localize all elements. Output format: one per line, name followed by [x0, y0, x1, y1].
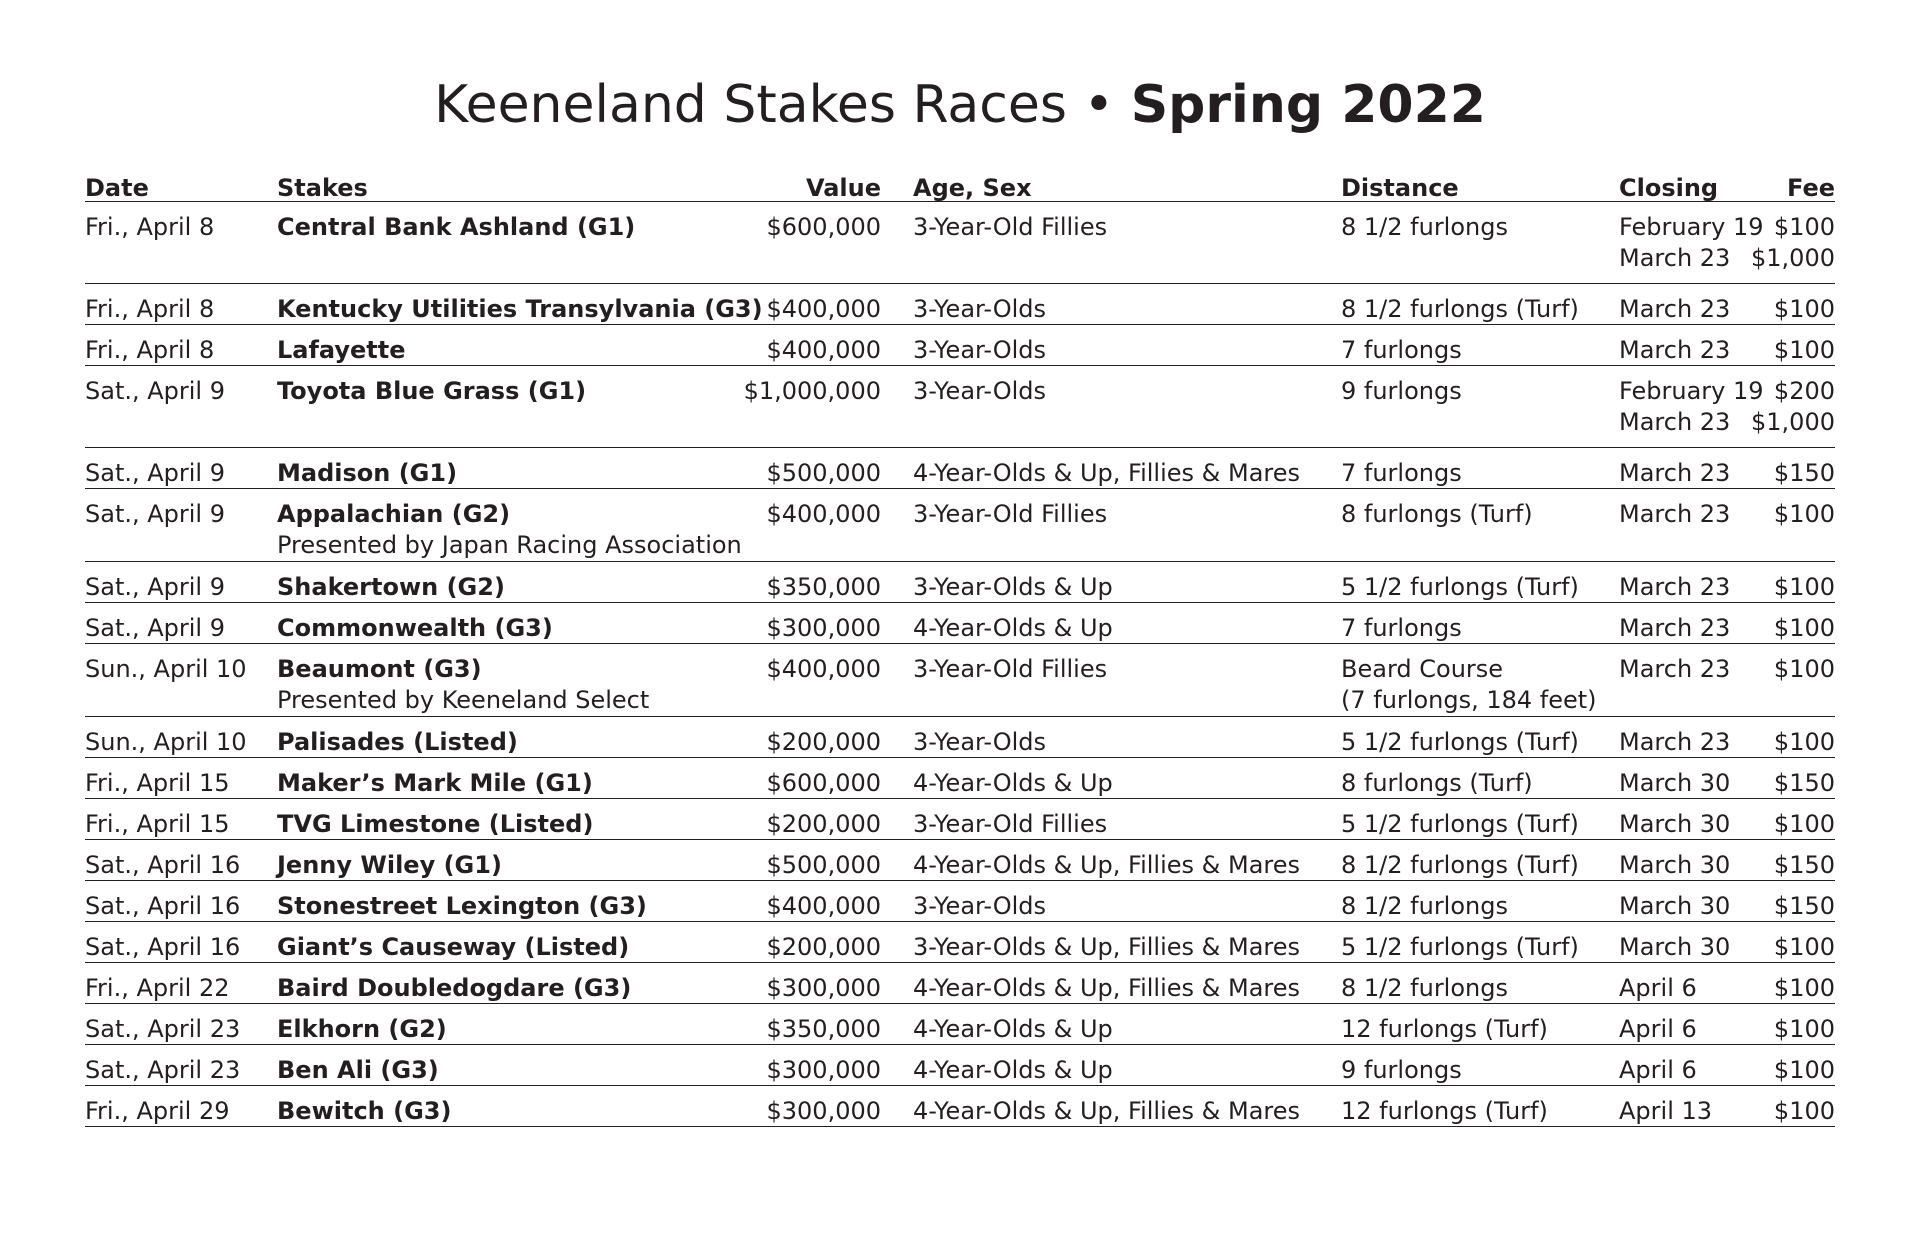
table-row [85, 562, 1835, 603]
purse-value: $200,000 [766, 810, 881, 838]
race-date: Fri., April 22 [85, 974, 230, 1002]
closing-date: April 6 [1619, 1056, 1697, 1084]
distance: 8 1/2 furlongs (Turf) [1341, 851, 1579, 879]
table-row [85, 881, 1835, 922]
entry-fee: $100 [1773, 213, 1835, 241]
closing-date: March 30 [1619, 892, 1731, 920]
age-sex: 3-Year-Olds [913, 892, 1046, 920]
header-stakes: Stakes [277, 174, 368, 202]
table-row [85, 758, 1835, 799]
age-sex: 4-Year-Olds & Up [913, 1056, 1113, 1084]
entry-fee: $100 [1773, 336, 1835, 364]
stakes-name: Stonestreet Lexington (G3) [277, 892, 647, 920]
distance: 9 furlongs [1341, 377, 1462, 405]
distance: 5 1/2 furlongs (Turf) [1341, 810, 1579, 838]
age-sex: 3-Year-Olds [913, 728, 1046, 756]
closing-date: March 23 [1619, 655, 1731, 683]
closing-date: March 23 [1619, 295, 1731, 323]
table-body [85, 202, 1835, 1127]
closing-date: March 30 [1619, 810, 1731, 838]
table-row [85, 963, 1835, 1004]
header-date: Date [85, 174, 149, 202]
stakes-name: TVG Limestone (Listed) [277, 810, 594, 838]
age-sex: 3-Year-Olds [913, 295, 1046, 323]
distance: 5 1/2 furlongs (Turf) [1341, 728, 1579, 756]
closing-date: March 23 [1619, 573, 1731, 601]
race-date: Sat., April 23 [85, 1056, 241, 1084]
entry-fee: $150 [1773, 892, 1835, 920]
race-date: Sat., April 9 [85, 459, 225, 487]
purse-value: $300,000 [766, 1097, 881, 1125]
table-row [85, 644, 1835, 717]
purse-value: $350,000 [766, 1015, 881, 1043]
entry-fee: $100 [1773, 1097, 1835, 1125]
race-date: Fri., April 8 [85, 336, 215, 364]
distance: 8 1/2 furlongs [1341, 974, 1508, 1002]
purse-value: $600,000 [766, 769, 881, 797]
table-row [85, 202, 1835, 284]
age-sex: 4-Year-Olds & Up [913, 769, 1113, 797]
table-row [85, 284, 1835, 325]
closing-date: March 30 [1619, 769, 1731, 797]
purse-value: $600,000 [766, 213, 881, 241]
stakes-name: Appalachian (G2) [277, 500, 511, 528]
age-sex: 3-Year-Olds & Up, Fillies & Mares [913, 933, 1301, 961]
stakes-presenter: Presented by Keeneland Select [277, 686, 650, 714]
closing-date: March 23 [1619, 459, 1731, 487]
purse-value: $1,000,000 [743, 377, 881, 405]
age-sex: 3-Year-Olds & Up [913, 573, 1113, 601]
purse-value: $400,000 [766, 336, 881, 364]
closing-date: March 30 [1619, 933, 1731, 961]
entry-fee: $150 [1773, 459, 1835, 487]
distance: Beard Course [1341, 655, 1504, 683]
entry-fee: $100 [1773, 295, 1835, 323]
entry-fee: $100 [1773, 573, 1835, 601]
table-row [85, 717, 1835, 758]
table-row [85, 1045, 1835, 1086]
stakes-name: Toyota Blue Grass (G1) [277, 377, 587, 405]
purse-value: $200,000 [766, 728, 881, 756]
stakes-name: Commonwealth (G3) [277, 614, 553, 642]
distance: 7 furlongs [1341, 614, 1462, 642]
race-date: Fri., April 29 [85, 1097, 230, 1125]
title-bold: Spring 2022 [1130, 75, 1486, 135]
distance: 7 furlongs [1341, 336, 1462, 364]
entry-fee: $100 [1773, 810, 1835, 838]
closing-date-second: March 23 [1619, 408, 1731, 436]
table-row [85, 799, 1835, 840]
distance: 8 1/2 furlongs [1341, 892, 1508, 920]
age-sex: 4-Year-Olds & Up, Fillies & Mares [913, 851, 1301, 879]
race-date: Fri., April 15 [85, 769, 230, 797]
purse-value: $300,000 [766, 614, 881, 642]
age-sex: 3-Year-Olds [913, 377, 1046, 405]
entry-fee: $150 [1773, 769, 1835, 797]
purse-value: $400,000 [766, 892, 881, 920]
race-date: Fri., April 15 [85, 810, 230, 838]
race-date: Fri., April 8 [85, 213, 215, 241]
entry-fee: $100 [1773, 728, 1835, 756]
distance-detail: (7 furlongs, 184 feet) [1341, 686, 1597, 714]
race-date: Sat., April 9 [85, 500, 225, 528]
stakes-name: Elkhorn (G2) [277, 1015, 447, 1043]
purse-value: $400,000 [766, 295, 881, 323]
purse-value: $300,000 [766, 974, 881, 1002]
header-age-sex: Age, Sex [913, 174, 1032, 202]
distance: 5 1/2 furlongs (Turf) [1341, 933, 1579, 961]
stakes-name: Palisades (Listed) [277, 728, 518, 756]
race-date: Sun., April 10 [85, 728, 247, 756]
stakes-name: Bewitch (G3) [277, 1097, 452, 1125]
stakes-name: Shakertown (G2) [277, 573, 505, 601]
purse-value: $350,000 [766, 573, 881, 601]
table-row [85, 922, 1835, 963]
distance: 8 1/2 furlongs [1341, 213, 1508, 241]
age-sex: 4-Year-Olds & Up, Fillies & Mares [913, 459, 1301, 487]
entry-fee-second: $1,000 [1751, 408, 1835, 436]
distance: 8 furlongs (Turf) [1341, 769, 1533, 797]
stakes-name: Beaumont (G3) [277, 655, 482, 683]
distance: 8 1/2 furlongs (Turf) [1341, 295, 1579, 323]
closing-date: March 23 [1619, 728, 1731, 756]
race-date: Sat., April 9 [85, 377, 225, 405]
purse-value: $500,000 [766, 459, 881, 487]
closing-date: February 19 [1619, 377, 1764, 405]
header-value: Value [805, 174, 881, 202]
purse-value: $400,000 [766, 655, 881, 683]
header-fee: Fee [1787, 174, 1835, 202]
distance: 12 furlongs (Turf) [1341, 1015, 1548, 1043]
entry-fee: $100 [1773, 1015, 1835, 1043]
purse-value: $200,000 [766, 933, 881, 961]
stakes-name: Lafayette [277, 336, 406, 364]
table-row [85, 1004, 1835, 1045]
age-sex: 3-Year-Old Fillies [913, 655, 1108, 683]
table-row [85, 840, 1835, 881]
closing-date: March 23 [1619, 336, 1731, 364]
page-title [0, 72, 1920, 138]
entry-fee: $200 [1773, 377, 1835, 405]
race-date: Sat., April 16 [85, 851, 241, 879]
table-row [85, 325, 1835, 366]
distance: 5 1/2 furlongs (Turf) [1341, 573, 1579, 601]
entry-fee: $100 [1773, 974, 1835, 1002]
entry-fee: $100 [1773, 655, 1835, 683]
age-sex: 3-Year-Old Fillies [913, 213, 1108, 241]
closing-date: March 30 [1619, 851, 1731, 879]
race-date: Sat., April 9 [85, 614, 225, 642]
purse-value: $500,000 [766, 851, 881, 879]
race-date: Sat., April 16 [85, 933, 241, 961]
distance: 12 furlongs (Turf) [1341, 1097, 1548, 1125]
table-header [85, 171, 1835, 202]
age-sex: 4-Year-Olds & Up, Fillies & Mares [913, 974, 1301, 1002]
closing-date: February 19 [1619, 213, 1764, 241]
distance: 9 furlongs [1341, 1056, 1462, 1084]
closing-date: March 23 [1619, 614, 1731, 642]
table-row [85, 448, 1835, 489]
table-row [85, 489, 1835, 562]
race-date: Fri., April 8 [85, 295, 215, 323]
stakes-name: Maker’s Mark Mile (G1) [277, 769, 593, 797]
stakes-name: Jenny Wiley (G1) [277, 851, 502, 879]
closing-date: April 6 [1619, 1015, 1697, 1043]
entry-fee: $100 [1773, 500, 1835, 528]
title-regular: Keeneland Stakes Races • [434, 75, 1131, 135]
header-closing: Closing [1619, 174, 1719, 202]
closing-date: March 23 [1619, 500, 1731, 528]
age-sex: 4-Year-Olds & Up [913, 1015, 1113, 1043]
entry-fee: $100 [1773, 1056, 1835, 1084]
distance: 7 furlongs [1341, 459, 1462, 487]
age-sex: 4-Year-Olds & Up [913, 614, 1113, 642]
stakes-name: Baird Doubledogdare (G3) [277, 974, 632, 1002]
table-row [85, 1086, 1835, 1127]
entry-fee: $100 [1773, 614, 1835, 642]
table-row [85, 366, 1835, 448]
purse-value: $400,000 [766, 500, 881, 528]
closing-date: April 6 [1619, 974, 1697, 1002]
entry-fee: $100 [1773, 933, 1835, 961]
age-sex: 3-Year-Olds [913, 336, 1046, 364]
closing-date: April 13 [1619, 1097, 1713, 1125]
entry-fee: $150 [1773, 851, 1835, 879]
stakes-name: Central Bank Ashland (G1) [277, 213, 636, 241]
stakes-name: Giant’s Causeway (Listed) [277, 933, 630, 961]
race-date: Sat., April 16 [85, 892, 241, 920]
closing-date-second: March 23 [1619, 244, 1731, 272]
stakes-table [85, 171, 1835, 1127]
purse-value: $300,000 [766, 1056, 881, 1084]
race-date: Sat., April 9 [85, 573, 225, 601]
age-sex: 3-Year-Old Fillies [913, 500, 1108, 528]
race-date: Sun., April 10 [85, 655, 247, 683]
age-sex: 3-Year-Old Fillies [913, 810, 1108, 838]
stakes-name: Ben Ali (G3) [277, 1056, 439, 1084]
distance: 8 furlongs (Turf) [1341, 500, 1533, 528]
stakes-name: Kentucky Utilities Transylvania (G3) [277, 295, 763, 323]
table-row [85, 603, 1835, 644]
stakes-presenter: Presented by Japan Racing Association [277, 531, 742, 559]
race-date: Sat., April 23 [85, 1015, 241, 1043]
entry-fee-second: $1,000 [1751, 244, 1835, 272]
stakes-name: Madison (G1) [277, 459, 458, 487]
age-sex: 4-Year-Olds & Up, Fillies & Mares [913, 1097, 1301, 1125]
header-distance: Distance [1341, 174, 1459, 202]
